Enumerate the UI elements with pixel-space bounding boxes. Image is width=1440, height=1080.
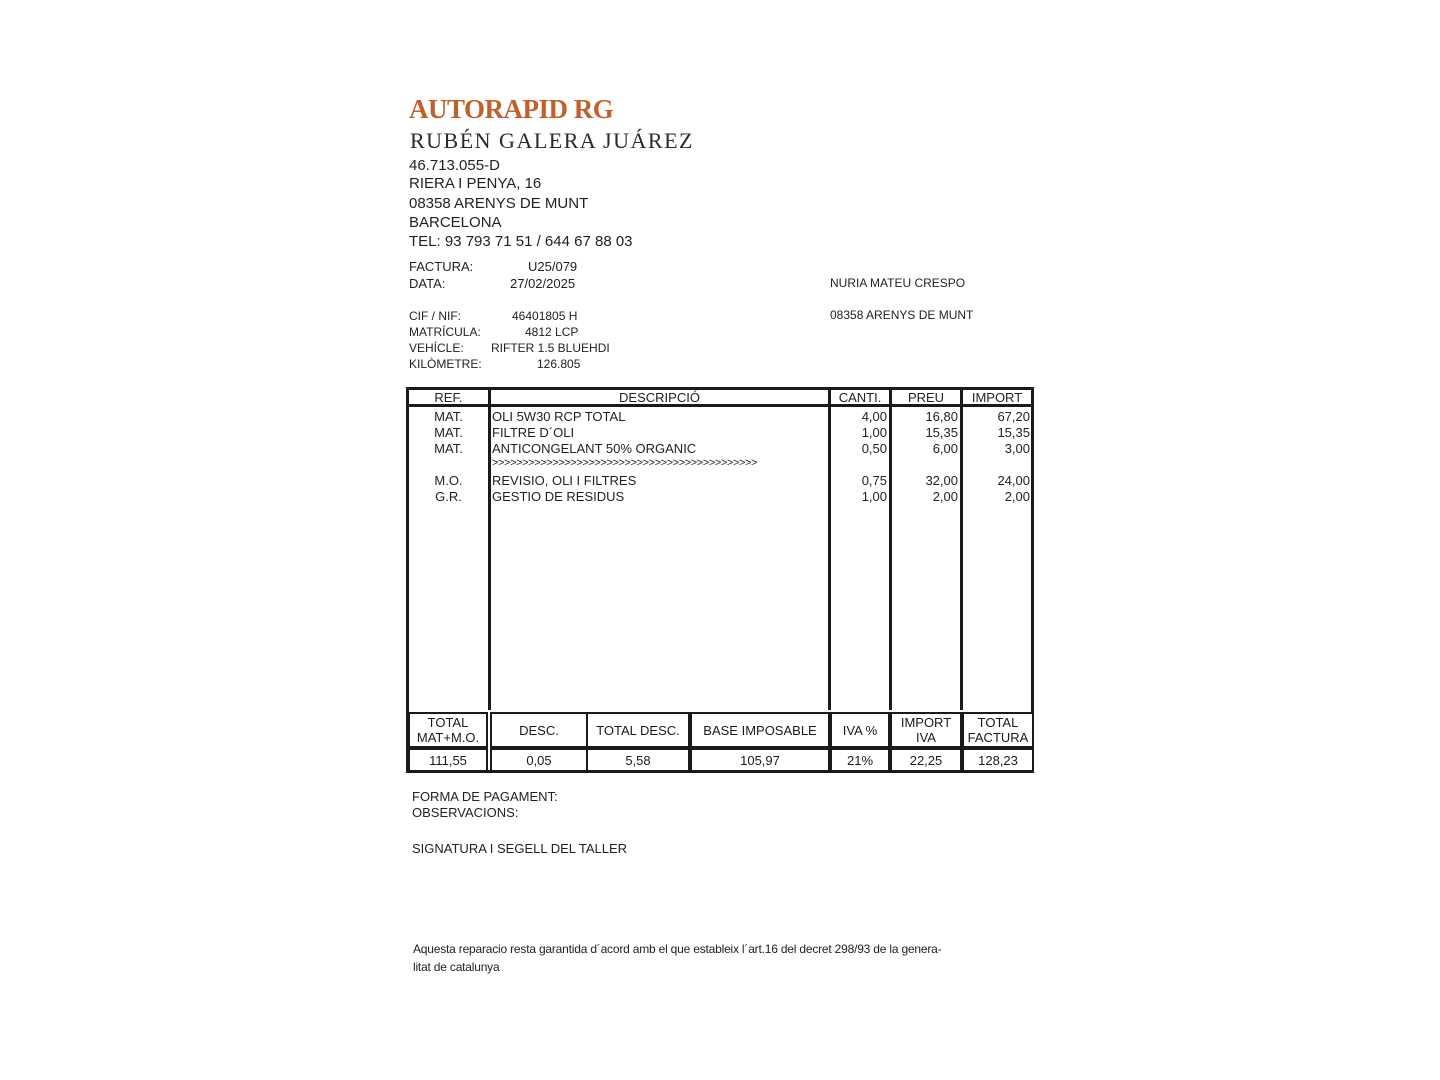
- row-price: 15,35: [925, 425, 958, 440]
- row-amount: 24,00: [997, 473, 1030, 488]
- row-desc: GESTIO DE RESIDUS: [492, 489, 625, 504]
- desc-value: 0,05: [490, 748, 588, 772]
- row-amount: 3,00: [1004, 441, 1030, 456]
- row-separator: >>>>>>>>>>>>>>>>>>>>>>>>>>>>>>>>>>>>>>>>>>>>: [492, 457, 758, 469]
- payment-label: FORMA DE PAGAMENT:: [412, 789, 558, 804]
- data-value: 27/02/2025: [510, 276, 576, 291]
- observations-label: OBSERVACIONS:: [412, 805, 519, 820]
- header-price: PREU: [907, 390, 945, 405]
- cif-label: CIF / NIF:: [409, 309, 461, 323]
- row-qty: 4,00: [861, 409, 887, 424]
- matricula-label: MATRÍCULA:: [409, 325, 481, 339]
- row-desc: OLI 5W30 RCP TOTAL: [492, 409, 626, 424]
- row-desc: FILTRE D´OLI: [492, 425, 575, 440]
- row-qty: 0,50: [861, 441, 887, 456]
- row-ref: M.O.: [434, 473, 463, 488]
- desc-label: DESC.: [490, 712, 588, 748]
- totals-section: [406, 712, 1036, 774]
- legal-text-line2: litat de catalunya: [413, 960, 500, 974]
- factura-value: U25/079: [528, 259, 578, 274]
- km-label: KILÒMETRE:: [409, 357, 482, 371]
- row-qty: 0,75: [861, 473, 887, 488]
- header-qty: CANTI.: [838, 390, 882, 405]
- base-value: 105,97: [690, 748, 830, 772]
- company-phone: TEL: 93 793 71 51 / 644 67 88 03: [409, 233, 633, 250]
- row-price: 16,80: [925, 409, 958, 424]
- row-ref: MAT.: [434, 409, 463, 424]
- cif-value: 46401805 H: [512, 309, 578, 323]
- signature-label: SIGNATURA I SEGELL DEL TALLER: [412, 841, 628, 856]
- total-mat-value: 111,55: [408, 748, 488, 772]
- km-value: 126.805: [537, 357, 581, 371]
- total-desc-label: TOTAL DESC.: [586, 712, 690, 748]
- total-mat-label: TOTAL MAT+M.O.: [408, 712, 488, 748]
- factura-label: FACTURA:: [409, 259, 474, 274]
- owner-name: RUBÉN GALERA JUÁREZ: [410, 128, 694, 153]
- header-amount: IMPORT: [971, 390, 1023, 405]
- row-desc: REVISIO, OLI I FILTRES: [492, 473, 637, 488]
- table-divider: [488, 390, 491, 710]
- iva-pct-label: IVA %: [830, 712, 890, 748]
- vehicle-label: VEHÍCLE:: [409, 341, 464, 355]
- base-label: BASE IMPOSABLE: [690, 712, 830, 748]
- brand-name: AUTORAPID RG: [409, 94, 614, 124]
- row-price: 6,00: [932, 441, 958, 456]
- client-city: 08358 ARENYS DE MUNT: [830, 308, 974, 322]
- company-city: 08358 ARENYS DE MUNT: [409, 195, 589, 212]
- header-desc: DESCRIPCIÓ: [619, 390, 700, 405]
- total-desc-value: 5,58: [586, 748, 690, 772]
- row-amount: 2,00: [1004, 489, 1030, 504]
- data-label: DATA:: [409, 276, 446, 291]
- iva-pct-value: 21%: [830, 748, 890, 772]
- company-nif: 46.713.055-D: [409, 157, 500, 174]
- row-price: 2,00: [932, 489, 958, 504]
- total-factura-label: TOTAL FACTURA: [962, 712, 1034, 748]
- client-name: NURIA MATEU CRESPO: [830, 276, 966, 290]
- row-ref: G.R.: [435, 489, 462, 504]
- vehicle-value: RIFTER 1.5 BLUEHDI: [491, 341, 610, 355]
- company-street: RIERA I PENYA, 16: [409, 175, 542, 192]
- import-iva-label: IMPORT IVA: [890, 712, 962, 748]
- header-ref: REF.: [434, 390, 463, 405]
- row-ref: MAT.: [434, 441, 463, 456]
- row-desc: ANTICONGELANT 50% ORGANIC: [492, 441, 697, 456]
- row-qty: 1,00: [861, 425, 887, 440]
- row-amount: 67,20: [997, 409, 1030, 424]
- company-province: BARCELONA: [409, 214, 502, 231]
- legal-text-line1: Aquesta reparacio resta garantida d´acord amb el que estableix l´art.16 del decret 298/93 de la genera-: [413, 942, 942, 956]
- row-price: 32,00: [925, 473, 958, 488]
- row-amount: 15,35: [997, 425, 1030, 440]
- import-iva-value: 22,25: [890, 748, 962, 772]
- total-factura-value: 128,23: [962, 748, 1034, 772]
- row-qty: 1,00: [861, 489, 887, 504]
- matricula-value: 4812 LCP: [525, 325, 579, 339]
- row-ref: MAT.: [434, 425, 463, 440]
